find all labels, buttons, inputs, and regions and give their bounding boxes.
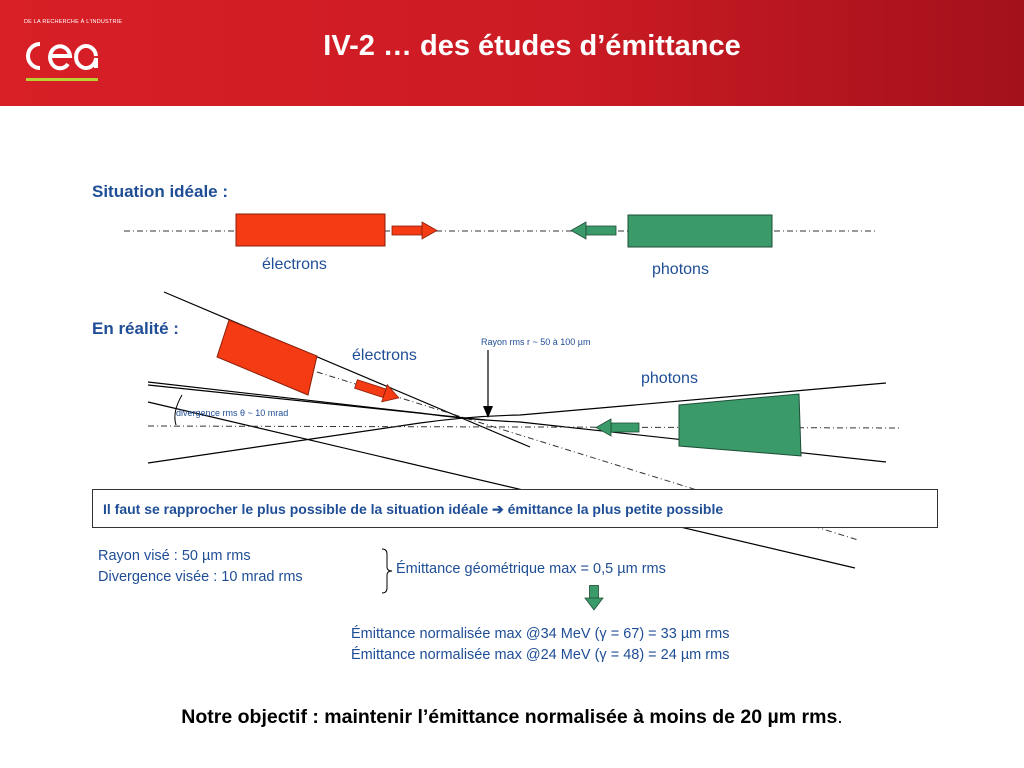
reality-photon-arrow (596, 419, 639, 436)
conclusion-box (92, 489, 938, 528)
objective-text: Notre objectif : maintenir l’émittance normalisée à moins de 20 µm rms (181, 706, 838, 728)
reality-electron-beam (217, 320, 317, 395)
reality-heading: En réalité : (92, 319, 179, 338)
logo-tagline: DE LA RECHERCHE À L'INDUSTRIE (24, 19, 123, 25)
down-arrow-icon (584, 585, 604, 611)
reality-electron-arrow (353, 375, 401, 406)
emittance-normalized-24: Émittance normalisée max @24 MeV (γ = 48) = 24 µm rms (351, 647, 730, 663)
ideal-photon-beam (628, 215, 772, 247)
ideal-electron-arrow (392, 222, 437, 239)
emittance-geometric: Émittance géométrique max = 0,5 µm rms (396, 561, 666, 577)
ideal-electron-beam (236, 214, 385, 246)
page-title: IV-2 … des études d’émittance (323, 30, 741, 62)
ideal-heading: Situation idéale : (92, 182, 229, 201)
objective-statement (0, 706, 1024, 729)
reality-electrons-label: électrons (352, 347, 417, 364)
ideal-photon-arrow (571, 222, 616, 239)
ideal-photons-label: photons (652, 261, 709, 278)
target-rayon: Rayon visé : 50 µm rms (98, 548, 251, 564)
reality-photons-label: photons (641, 370, 698, 387)
emittance-normalized-34: Émittance normalisée max @34 MeV (γ = 67) = 33 µm rms (351, 626, 730, 642)
target-divergence: Divergence visée : 10 mrad rms (98, 569, 303, 585)
reality-photon-beam (679, 394, 801, 456)
ideal-electrons-label: électrons (262, 256, 327, 273)
divergence-annotation: divergence rms θ ~ 10 mrad (176, 408, 289, 418)
electron-envelope-upper (164, 292, 530, 447)
rayon-annotation: Rayon rms r ~ 50 à 100 µm (481, 337, 591, 347)
conclusion-text: Il faut se rapprocher le plus possible de la situation idéale ➔ émittance la plus petite possible (103, 501, 724, 517)
objective-period: . (837, 706, 843, 728)
brace-icon (380, 548, 394, 594)
